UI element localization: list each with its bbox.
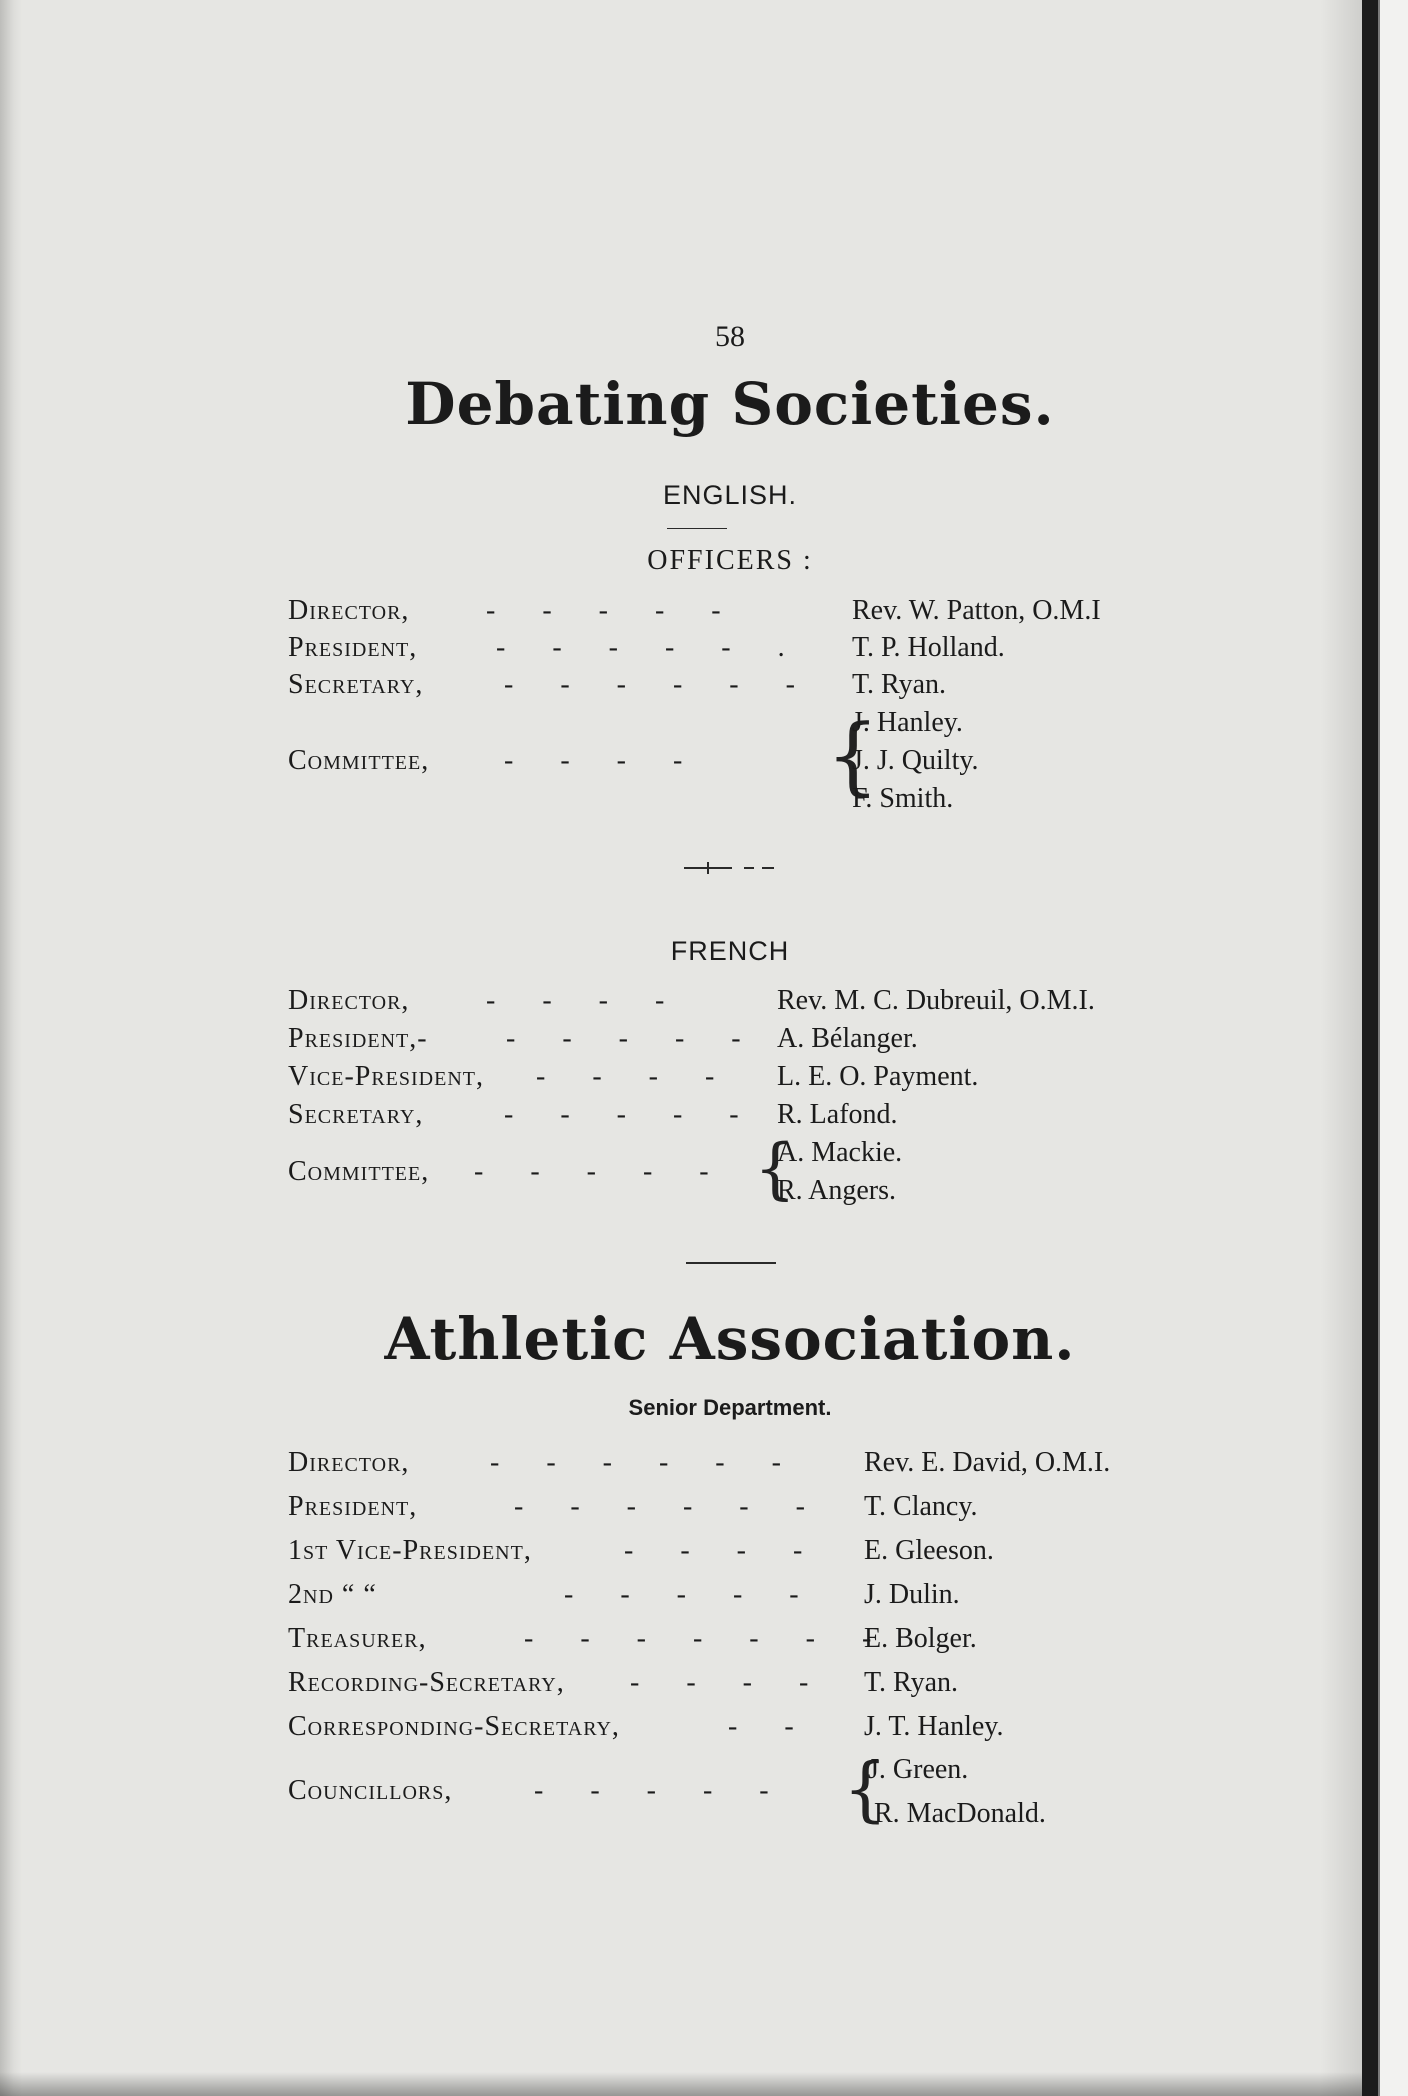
leader-dashes: - - - - - bbox=[506, 1023, 741, 1054]
officer-name: Rev. W. Patton, O.M.I bbox=[852, 595, 1101, 626]
debating-societies-title: Debating Societies. bbox=[405, 370, 1055, 438]
role-label: President, bbox=[288, 1491, 418, 1522]
officer-name: Rev. E. David, O.M.I. bbox=[864, 1447, 1111, 1478]
role-label: Councillors, bbox=[288, 1775, 453, 1806]
officers-label: OFFICERS : bbox=[647, 545, 813, 576]
athletic-row-corresponding-secretary bbox=[0, 1711, 1300, 1747]
english-row-president bbox=[0, 632, 1300, 668]
leader-dashes: - - - - bbox=[630, 1667, 809, 1698]
role-label: 2nd “ “ bbox=[288, 1579, 377, 1610]
officer-name: T. Ryan. bbox=[852, 669, 947, 700]
french-row-president bbox=[0, 1023, 1300, 1059]
leader-dashes: - - - - bbox=[624, 1535, 803, 1566]
officer-name: J. T. Hanley. bbox=[864, 1711, 1004, 1742]
book-spine bbox=[1362, 0, 1378, 2096]
leader-dashes: - - bbox=[728, 1711, 794, 1742]
role-label: Secretary, bbox=[288, 669, 424, 700]
role-label: Director, bbox=[288, 595, 410, 626]
committee-brace: { bbox=[754, 1130, 796, 1207]
role-label: Corresponding-Secretary, bbox=[288, 1711, 620, 1742]
leader-dashes: - - - - - bbox=[534, 1775, 769, 1806]
leader-dashes: - - - - - bbox=[564, 1579, 799, 1610]
officer-name: T. Clancy. bbox=[864, 1491, 978, 1522]
section-divider-rule bbox=[686, 1262, 776, 1264]
role-label: Director, bbox=[288, 985, 410, 1016]
role-label: Treasurer, bbox=[288, 1623, 427, 1654]
leader-dashes: - - - - - - bbox=[490, 1447, 781, 1478]
leader-dashes: - - - - bbox=[504, 745, 683, 776]
adjacent-page-edge bbox=[1378, 0, 1408, 2096]
page-number: 58 bbox=[715, 320, 745, 353]
leader-dashes: - - - - - bbox=[486, 595, 721, 626]
committee-member: R. Angers. bbox=[777, 1175, 896, 1206]
bottom-shadow bbox=[0, 2072, 1362, 2096]
french-row-secretary bbox=[0, 1099, 1300, 1135]
leader-dashes: - - - - - bbox=[474, 1156, 709, 1187]
athletic-row-first-vice-president bbox=[0, 1535, 1300, 1571]
role-label: Committee, bbox=[288, 1156, 430, 1187]
athletic-association-title: Athletic Association. bbox=[384, 1305, 1076, 1373]
committee-member: A. Mackie. bbox=[777, 1137, 903, 1168]
role-label: President,- bbox=[288, 1023, 428, 1054]
athletic-row-president bbox=[0, 1491, 1300, 1527]
officer-name: E. Gleeson. bbox=[864, 1535, 994, 1566]
committee-member: J. Hanley. bbox=[852, 707, 963, 738]
leader-dashes: - - - - - - bbox=[514, 1491, 805, 1522]
role-label: Recording-Secretary, bbox=[288, 1667, 565, 1698]
officer-name: L. E. O. Payment. bbox=[777, 1061, 979, 1092]
role-label: 1st Vice-President, bbox=[288, 1535, 532, 1566]
committee-member: F. Smith. bbox=[852, 783, 954, 814]
senior-department-label: Senior Department. bbox=[628, 1395, 832, 1420]
councillor-name: R. MacDonald. bbox=[874, 1798, 1046, 1829]
athletic-row-treasurer bbox=[0, 1623, 1300, 1659]
officer-name: J. Dulin. bbox=[864, 1579, 960, 1610]
english-row-director bbox=[0, 595, 1300, 631]
committee-member: J. J. Quilty. bbox=[852, 745, 979, 776]
committee-brace: { bbox=[826, 706, 880, 804]
english-underline bbox=[667, 528, 727, 529]
officer-name: T. Ryan. bbox=[864, 1667, 959, 1698]
leader-dashes: - - - - bbox=[486, 985, 665, 1016]
officer-name: E. Bolger. bbox=[864, 1623, 977, 1654]
role-label: Secretary, bbox=[288, 1099, 424, 1130]
role-label: Director, bbox=[288, 1447, 410, 1478]
leader-dashes: - - - - - . bbox=[496, 632, 785, 663]
athletic-row-recording-secretary bbox=[0, 1667, 1300, 1703]
athletic-row-councillors bbox=[0, 1775, 1300, 1811]
officer-name: R. Lafond. bbox=[777, 1099, 898, 1130]
councillor-name: J. Green. bbox=[868, 1754, 969, 1785]
leader-dashes: - - - - - - - bbox=[524, 1623, 872, 1654]
french-row-committee bbox=[0, 1156, 1300, 1192]
english-row-committee bbox=[0, 745, 1300, 781]
spine-shadow bbox=[1320, 0, 1362, 2096]
section-divider-ornament bbox=[680, 858, 780, 878]
officer-name: T. P. Holland. bbox=[852, 632, 1005, 663]
english-row-secretary bbox=[0, 669, 1300, 705]
leader-dashes: - - - - bbox=[536, 1061, 715, 1092]
leader-dashes: - - - - - - bbox=[504, 669, 795, 700]
councillors-brace: { bbox=[843, 1748, 888, 1830]
french-row-vice-president bbox=[0, 1061, 1300, 1097]
officer-name: A. Bélanger. bbox=[777, 1023, 918, 1054]
athletic-row-second-vice-president bbox=[0, 1579, 1300, 1615]
french-row-director bbox=[0, 985, 1300, 1021]
french-heading: FRENCH bbox=[670, 936, 790, 966]
athletic-row-director bbox=[0, 1447, 1300, 1483]
role-label: President, bbox=[288, 632, 418, 663]
role-label: Vice-President, bbox=[288, 1061, 484, 1092]
role-label: Committee, bbox=[288, 745, 430, 776]
officer-name: Rev. M. C. Dubreuil, O.M.I. bbox=[777, 985, 1095, 1016]
leader-dashes: - - - - - bbox=[504, 1099, 739, 1130]
english-heading: ENGLISH. bbox=[662, 480, 798, 510]
